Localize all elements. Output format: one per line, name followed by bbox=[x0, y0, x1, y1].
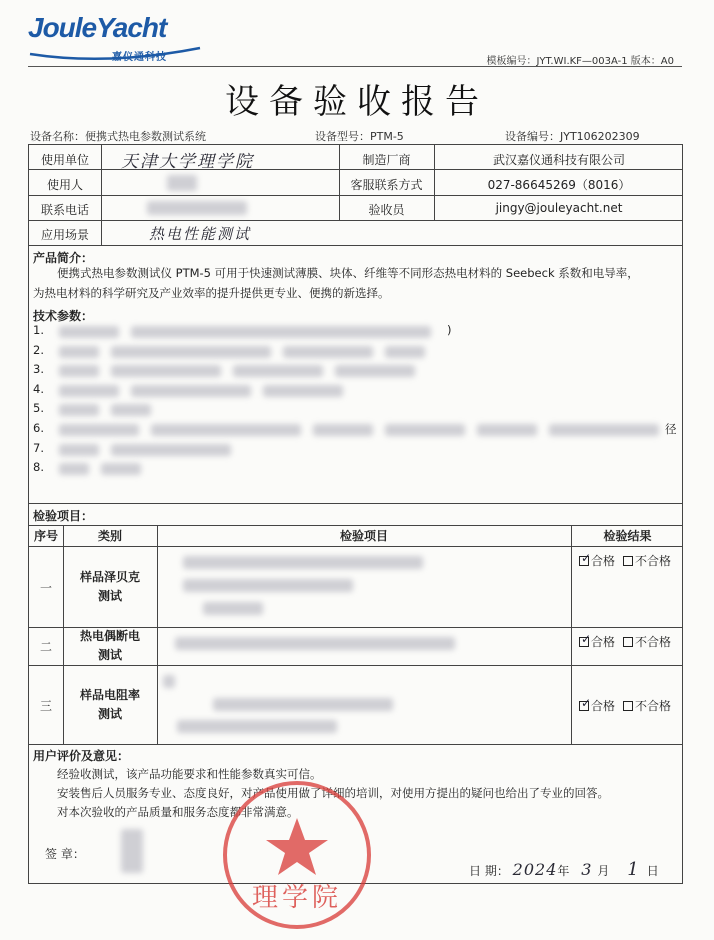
redacted-tech-param bbox=[335, 365, 415, 377]
logo-subtitle: 嘉仪通科技 bbox=[112, 52, 167, 63]
inspection-result bbox=[579, 697, 671, 714]
scenario-label: 应用场景 bbox=[40, 228, 89, 242]
user-unit-value: 天津大学理学院 bbox=[121, 152, 254, 172]
tech-param-number: 2. bbox=[33, 342, 44, 357]
fail-label: 不合格 bbox=[635, 635, 672, 649]
tech-param-number: 4. bbox=[33, 381, 44, 396]
col-result-header: 检验结果 bbox=[603, 529, 652, 543]
tech-param-number: 1. bbox=[33, 323, 44, 337]
inspector-label: 验收员 bbox=[368, 203, 405, 217]
redacted-inspection-item bbox=[203, 602, 263, 615]
redacted-inspection-item bbox=[183, 579, 353, 592]
intro-heading: 产品简介： bbox=[33, 251, 94, 265]
inspection-category: 热电偶断电 bbox=[79, 629, 140, 643]
inspection-category: 测试 bbox=[97, 648, 122, 662]
redacted-tech-param bbox=[385, 346, 425, 358]
inspection-category: 样品泽贝克 bbox=[79, 569, 140, 584]
redacted-phone bbox=[147, 201, 247, 215]
redacted-tech-param bbox=[233, 365, 323, 377]
fail-checkbox[interactable] bbox=[623, 701, 633, 711]
feedback-line-3: 对本次验收的产品质量和服务态度都非常满意。 bbox=[57, 805, 299, 819]
service-label: 客服联系方式 bbox=[350, 178, 423, 192]
date-year-unit: 年 bbox=[557, 864, 570, 878]
fail-checkbox[interactable] bbox=[623, 637, 633, 647]
redacted-tech-param bbox=[59, 404, 99, 416]
logo-wordmark: JouleYacht bbox=[28, 12, 167, 43]
date-line bbox=[469, 859, 659, 880]
fail-checkbox[interactable] bbox=[623, 556, 633, 566]
checkmark-icon: ✓ bbox=[581, 551, 592, 565]
date-day-unit: 日 bbox=[646, 864, 659, 878]
company-logo bbox=[28, 12, 203, 63]
pass-label: 合格 bbox=[591, 554, 616, 568]
redacted-tech-param bbox=[477, 424, 537, 436]
device-serial: 设备编号：JYT106202309 bbox=[505, 130, 640, 143]
user-unit-label: 使用单位 bbox=[40, 153, 89, 167]
service-value: 027-86645269（8016） bbox=[487, 178, 631, 192]
header-rule bbox=[28, 66, 682, 67]
redacted-tech-param bbox=[59, 424, 139, 436]
feedback-line-2: 安装售后人员服务专业、态度良好，对产品使用做了详细的培训，对使用方提出的疑问也给出了专业的回答。 bbox=[57, 786, 609, 800]
tech-param-tail: 径 bbox=[665, 422, 677, 436]
inspection-result bbox=[579, 633, 671, 650]
pass-checkbox[interactable] bbox=[579, 551, 592, 566]
redacted-tech-param bbox=[263, 385, 343, 397]
device-name: 设备名称：便携式热电参数测试系统 bbox=[30, 130, 206, 143]
redacted-user-name bbox=[167, 175, 197, 191]
official-seal-icon bbox=[212, 770, 382, 940]
redacted-tech-param bbox=[59, 385, 119, 397]
intro-text-2: 为热电材料的科学研究及产业效率的提升提供更专业、便携的新选择。 bbox=[33, 286, 390, 300]
redacted-tech-param bbox=[385, 424, 465, 436]
tech-param-number: 8. bbox=[33, 460, 44, 475]
tech-param-number: 7. bbox=[33, 440, 44, 455]
inspection-result bbox=[579, 552, 671, 569]
redacted-tech-param bbox=[131, 326, 431, 338]
manufacturer-label: 制造厂商 bbox=[362, 153, 411, 167]
redacted-inspection-item bbox=[163, 675, 175, 688]
feedback-line-1: 经验收测试，该产品功能要求和性能参数真实可信。 bbox=[57, 767, 322, 781]
redacted-tech-param bbox=[59, 463, 89, 475]
signature-label: 签 章： bbox=[45, 847, 85, 861]
date-month: 3 bbox=[581, 860, 594, 879]
fail-label: 不合格 bbox=[635, 698, 672, 713]
redacted-tech-param bbox=[313, 424, 373, 436]
fail-label: 不合格 bbox=[635, 554, 672, 568]
template-number: 模板编号：JYT.WI.KF—003A-1 版本：A0 bbox=[486, 56, 674, 67]
inspector-value: jingy@jouleyacht.net bbox=[495, 201, 623, 215]
date-day: 1 bbox=[627, 859, 641, 880]
date-label: 日 期： bbox=[469, 864, 509, 878]
col-item-header: 检验项目 bbox=[339, 529, 388, 543]
document-title: 设备验收报告 bbox=[225, 82, 489, 122]
tech-param-tail: ) bbox=[447, 323, 452, 337]
redacted-tech-param bbox=[59, 346, 99, 358]
manufacturer-value: 武汉嘉仪通科技有限公司 bbox=[492, 153, 625, 167]
redacted-inspection-item bbox=[177, 720, 337, 733]
pass-label: 合格 bbox=[591, 635, 616, 649]
inspection-row-number: 二 bbox=[39, 640, 52, 654]
redacted-inspection-item bbox=[175, 637, 455, 650]
device-model: 设备型号：PTM-5 bbox=[315, 130, 404, 143]
col-category-header: 类别 bbox=[97, 529, 122, 543]
redacted-tech-param bbox=[111, 404, 151, 416]
redacted-inspection-item bbox=[213, 698, 393, 711]
redacted-tech-param bbox=[549, 424, 659, 436]
redacted-tech-param bbox=[59, 444, 99, 456]
scenario-value: 热电性能测试 bbox=[149, 225, 252, 243]
tech-param-number: 5. bbox=[33, 401, 44, 416]
checkmark-icon: ✓ bbox=[581, 695, 592, 710]
redacted-inspection-item bbox=[183, 556, 423, 569]
checkmark-icon: ✓ bbox=[581, 632, 592, 646]
feedback-heading: 用户评价及意见： bbox=[33, 749, 130, 763]
redacted-tech-param bbox=[131, 385, 251, 397]
inspection-category: 样品电阻率 bbox=[79, 687, 140, 702]
redacted-tech-param bbox=[111, 346, 271, 358]
tech-heading: 技术参数： bbox=[33, 309, 94, 323]
redacted-tech-param bbox=[283, 346, 373, 358]
tech-param-number: 6. bbox=[33, 421, 44, 435]
user-label: 使用人 bbox=[46, 178, 83, 192]
inspection-category: 测试 bbox=[97, 706, 122, 721]
inspection-heading: 检验项目： bbox=[33, 509, 94, 523]
phone-label: 联系电话 bbox=[40, 203, 89, 217]
seal-text: 理学院 bbox=[251, 883, 343, 913]
redacted-tech-param bbox=[59, 326, 119, 338]
inspection-row-number: 三 bbox=[39, 698, 52, 713]
inspection-category: 测试 bbox=[97, 588, 122, 603]
redacted-tech-param bbox=[111, 365, 221, 377]
date-year: 2024 bbox=[512, 860, 558, 879]
redacted-tech-param bbox=[101, 463, 141, 475]
tech-param-number: 3. bbox=[33, 362, 44, 377]
pass-checkbox[interactable] bbox=[579, 695, 592, 711]
redacted-tech-param bbox=[111, 444, 231, 456]
inspection-row-number: 一 bbox=[39, 580, 52, 595]
pass-checkbox[interactable] bbox=[579, 632, 592, 647]
pass-label: 合格 bbox=[591, 698, 616, 713]
date-month-unit: 月 bbox=[597, 864, 610, 878]
col-no-header: 序号 bbox=[33, 529, 58, 543]
redacted-tech-param bbox=[151, 424, 301, 436]
redacted-tech-param bbox=[59, 365, 99, 377]
redacted-signature bbox=[121, 829, 143, 873]
intro-text-1: 便携式热电参数测试仪 PTM-5 可用于快速测试薄膜、块体、纤维等不同形态热电材料的 Seebeck 系数和电导率， bbox=[57, 266, 639, 280]
